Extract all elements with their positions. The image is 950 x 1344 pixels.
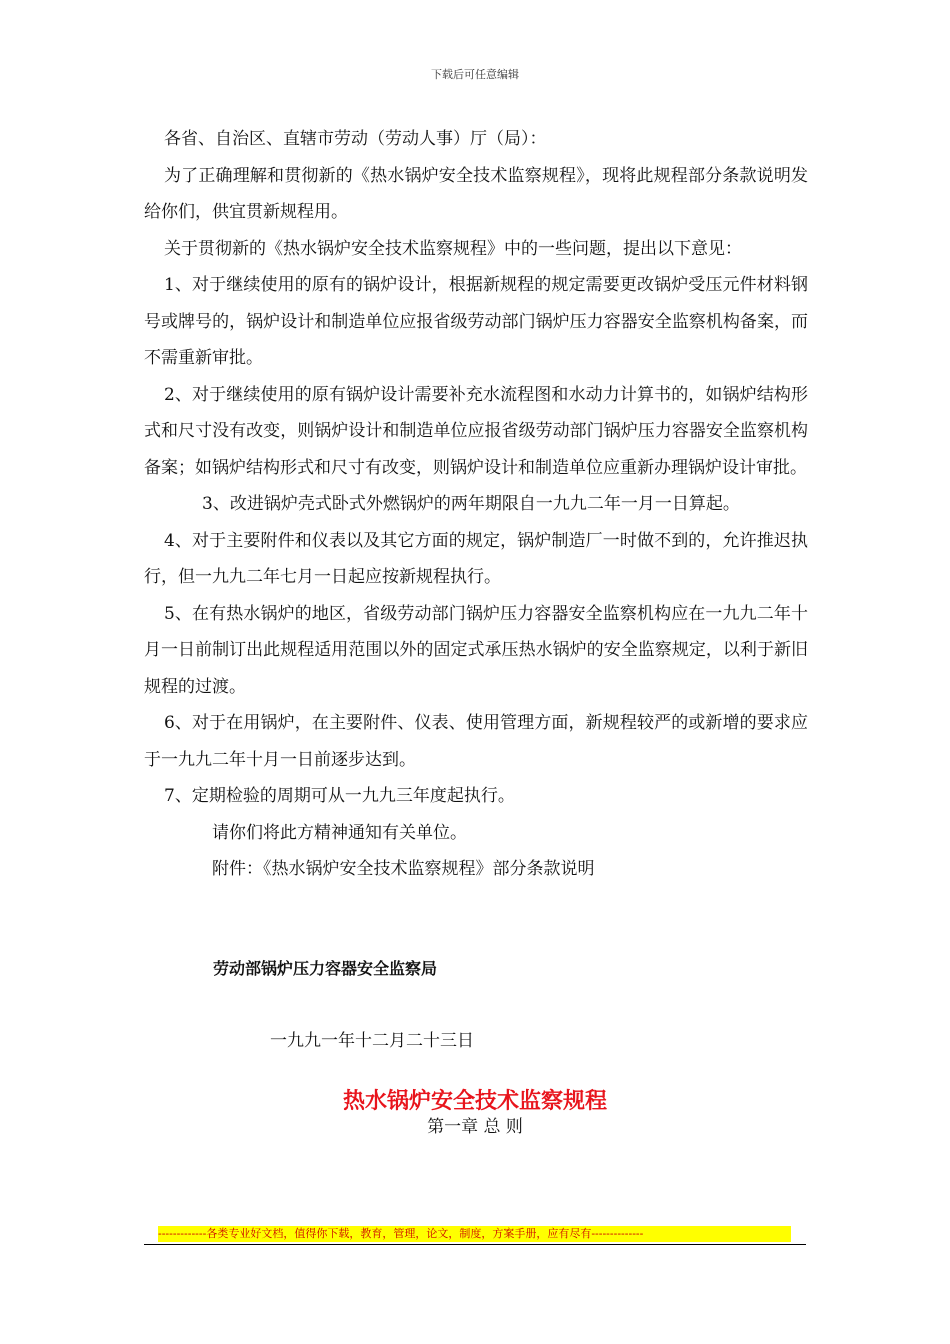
issuer-signature: 劳动部锅炉压力容器安全监察局 <box>213 959 438 978</box>
list-item-7: 7、定期检验的周期可从一九九三年度起执行。 <box>164 786 515 806</box>
letter-body <box>144 121 808 888</box>
list-item-5: 5、在有热水锅炉的地区，省级劳动部门锅炉压力容器安全监察机构应在一九九二年十月一日前制订出此规程适用范围以外的固定式承压热水锅炉的安全监察规定，以利于新旧规程的过渡。 <box>144 603 808 697</box>
salutation: 各省、自治区、直辖市劳动（劳动人事）厅（局）： <box>164 129 547 149</box>
paragraph-intro: 为了正确理解和贯彻新的《热水锅炉安全技术监察规程》，现将此规程部分条款说明发给你们，供宜贯新规程用。 <box>144 165 808 222</box>
notify-line: 请你们将此方精神通知有关单位。 <box>212 822 467 843</box>
footer-divider <box>144 1244 806 1245</box>
attachment-line: 附件：《热水锅炉安全技术监察规程》部分条款说明 <box>212 859 595 879</box>
paragraph-opinion: 关于贯彻新的《热水锅炉安全技术监察规程》中的一些问题，提出以下意见： <box>164 238 742 259</box>
signature-date: 一九九一年十二月二十三日 <box>270 1031 474 1051</box>
header-note: 下载后可任意编辑 <box>431 68 519 81</box>
list-item-1: 1、对于继续使用的原有的锅炉设计，根据新规程的规定需要更改锅炉受压元件材料钢号或牌号的，锅炉设计和制造单位应报省级劳动部门锅炉压力容器安全监察机构备案，而不需重新审批。 <box>144 275 808 368</box>
chapter-heading: 第一章 总 则 <box>427 1117 523 1137</box>
list-item-2: 2、对于继续使用的原有锅炉设计需要补充水流程图和水动力计算书的，如锅炉结构形式和尺寸没有改变，则锅炉设计和制造单位应报省级劳动部门锅炉压力容器安全监察机构备案；如锅炉结构形式和尺寸有改变，则锅炉设计和制造单位应重新办理锅炉设计审批。 <box>144 384 808 478</box>
regulation-title: 热水锅炉安全技术监察规程 <box>342 1088 607 1114</box>
list-item-3: 3、改进锅炉壳式卧式外燃锅炉的两年期限自一九九二年一月一日算起。 <box>202 494 740 514</box>
list-item-6: 6、对于在用锅炉，在主要附件、仪表、使用管理方面，新规程较严的或新增的要求应于一九九二年十月一日前逐步达到。 <box>144 713 808 770</box>
footer-banner: -------------各类专业好文档，值得你下载，教育，管理，论文，制度，方案手册，应有尽有-------------- <box>158 1226 791 1242</box>
list-item-4: 4、对于主要附件和仪表以及其它方面的规定，锅炉制造厂一时做不到的，允许推迟执行，但一九九二年七月一日起应按新规程执行。 <box>144 530 808 587</box>
